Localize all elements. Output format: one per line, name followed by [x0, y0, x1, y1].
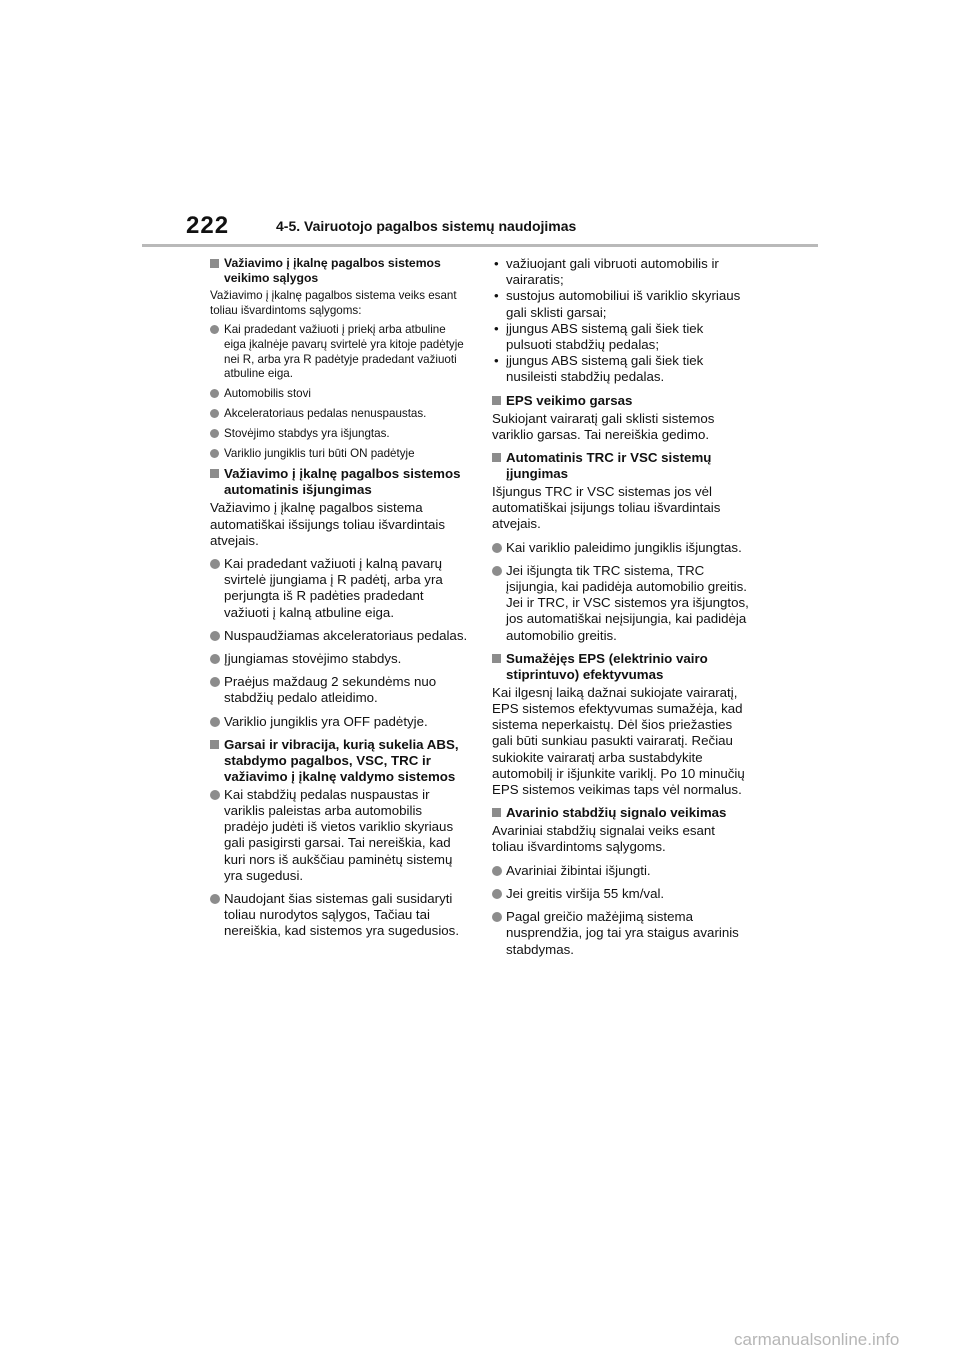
section-heading: EPS veikimo garsas: [492, 393, 750, 409]
list-item: Kai variklio paleidimo jungiklis išjungtas.: [492, 540, 750, 556]
list-item: Nuspaudžiamas akceleratoriaus pedalas.: [210, 628, 468, 644]
left-column: [210, 256, 468, 947]
circle-bullet-icon: [210, 449, 219, 458]
circle-bullet-icon: [210, 631, 220, 641]
circle-bullet-icon: [210, 325, 219, 334]
dash-list-item: • įjungus ABS sistemą gali šiek tiek pulsuoti stabdžių pedalas;: [494, 320, 704, 353]
paragraph: Kai ilgesnį laiką dažnai sukiojate vairaratį, EPS sistemos efektyvumas sumažėja, kad sistema neperkaistų. Dėl šios priežasties gali būti sunkiau pasukti vairaratį. Rečiau sukiokite vairaratį arba sustabdykite automobilį ir išjunkite variklį. Po 10 minučių EPS sistemos veikimas taps vėl normalus.: [492, 684, 745, 798]
right-column: [492, 256, 750, 965]
list-item: Jei greitis viršija 55 km/val.: [492, 886, 750, 902]
section-heading: Automatinis TRC ir VSC sistemų įjungimas: [492, 450, 750, 482]
circle-bullet-icon: [210, 559, 220, 569]
list-item: Kai pradedant važiuoti į priekį arba atbuline eiga įkalnėje pavarų svirtelė yra kitoje padėtyje nei R, arba yra R padėtyje pradedant važiuoti atbuline eiga.: [210, 323, 468, 382]
dash-list-item: • įjungus ABS sistemą gali šiek tiek nusileisti stabdžių pedalas.: [494, 353, 704, 385]
paragraph: Sukiojant vairaratį gali sklisti sistemos variklio garsas. Tai nereiškia gedimo.: [492, 410, 715, 442]
square-bullet-icon: [210, 259, 219, 268]
list-item: Jei išjungta tik TRC sistema, TRC įsijungia, kai padidėja automobilio greitis. Jei ir TRC, ir VSC sistemos yra išjungtos, jos automatiškai neįsijungia, kai padidėja automobilio greitis.: [492, 563, 750, 644]
paragraph: Avariniai stabdžių signalai veiks esant toliau išvardintoms sąlygoms.: [492, 823, 715, 855]
list-item: Praėjus maždaug 2 sekundėms nuo stabdžių pedalo atleidimo.: [210, 674, 468, 706]
square-bullet-icon: [492, 808, 501, 817]
circle-bullet-icon: [492, 866, 502, 876]
list-item: Automobilis stovi: [210, 387, 468, 402]
square-bullet-icon: [210, 740, 219, 749]
circle-bullet-icon: [210, 389, 219, 398]
section-heading: Avarinio stabdžių signalo veikimas: [492, 805, 750, 821]
header-rule: [142, 244, 818, 247]
list-item: Akceleratoriaus pedalas nenuspaustas.: [210, 407, 468, 422]
circle-bullet-icon: [210, 894, 220, 904]
square-bullet-icon: [492, 654, 501, 663]
circle-bullet-icon: [492, 912, 502, 922]
paragraph: Važiavimo į įkalnę pagalbos sistema automatiškai išsijungs toliau išvardintais atvejais.: [210, 500, 446, 548]
page-number: 222: [186, 212, 230, 239]
circle-bullet-icon: [210, 429, 219, 438]
section-heading: Garsai ir vibracija, kurią sukelia ABS, stabdymo pagalbos, VSC, TRC ir važiavimo į įkalnę valdymo sistemos: [210, 737, 468, 785]
circle-bullet-icon: [210, 717, 220, 727]
list-item: Stovėjimo stabdys yra išjungtas.: [210, 427, 468, 442]
dash-list-item: • važiuojant gali vibruoti automobilis ir vairaratis;: [494, 256, 719, 288]
circle-bullet-icon: [492, 566, 502, 576]
list-item: Variklio jungiklis yra OFF padėtyje.: [210, 714, 468, 730]
circle-bullet-icon: [210, 654, 220, 664]
list-item: Kai pradedant važiuoti į kalną pavarų svirtelė įjungiama į R padėtį, arba yra perjungta iš R padėties pradedant važiuoti į kalną atbuline eiga.: [210, 556, 468, 621]
square-bullet-icon: [492, 453, 501, 462]
paragraph: Išjungus TRC ir VSC sistemas jos vėl automatiškai įsijungs toliau išvardintais atvejais.: [492, 484, 721, 532]
square-bullet-icon: [492, 396, 501, 405]
list-item: Avariniai žibintai išjungti.: [492, 863, 750, 879]
dash-list-item: • sustojus automobiliui iš variklio skyriaus gali sklisti garsai;: [494, 288, 741, 320]
section-heading: Važiavimo į įkalnę pagalbos sistemos automatinis išjungimas: [210, 466, 468, 498]
circle-bullet-icon: [210, 409, 219, 418]
paragraph: Važiavimo į įkalnę pagalbos sistema veiks esant toliau išvardintoms sąlygoms:: [210, 289, 457, 317]
list-item: Naudojant šias sistemas gali susidaryti toliau nurodytos sąlygos, Tačiau tai nereiškia, kad sistemos yra sugedusios.: [210, 891, 468, 940]
section-heading: Sumažėjęs EPS (elektrinio vairo stiprintuvo) efektyvumas: [492, 651, 750, 683]
list-item: Kai stabdžių pedalas nuspaustas ir variklis paleistas arba automobilis pradėjo judėti iš vietos variklio skyriaus gali pasigirsti garsai. Tai nereiškia, kad kuri nors iš aukščiau paminėtų sistemų yra sugedusi.: [210, 787, 468, 884]
chapter-title: 4-5. Vairuotojo pagalbos sistemų naudojimas: [276, 218, 577, 234]
page-header: [186, 212, 818, 246]
square-bullet-icon: [210, 469, 219, 478]
section-heading: Važiavimo į įkalnę pagalbos sistemos veikimo sąlygos: [210, 256, 468, 286]
list-item: Pagal greičio mažėjimą sistema nusprendžia, jog tai yra staigus avarinis stabdymas.: [492, 909, 750, 958]
watermark: carmanualsonline.info: [734, 1330, 900, 1349]
list-item: Įjungiamas stovėjimo stabdys.: [210, 651, 468, 667]
circle-bullet-icon: [210, 677, 220, 687]
circle-bullet-icon: [492, 543, 502, 553]
circle-bullet-icon: [210, 790, 220, 800]
list-item: Variklio jungiklis turi būti ON padėtyje: [210, 447, 468, 462]
circle-bullet-icon: [492, 889, 502, 899]
